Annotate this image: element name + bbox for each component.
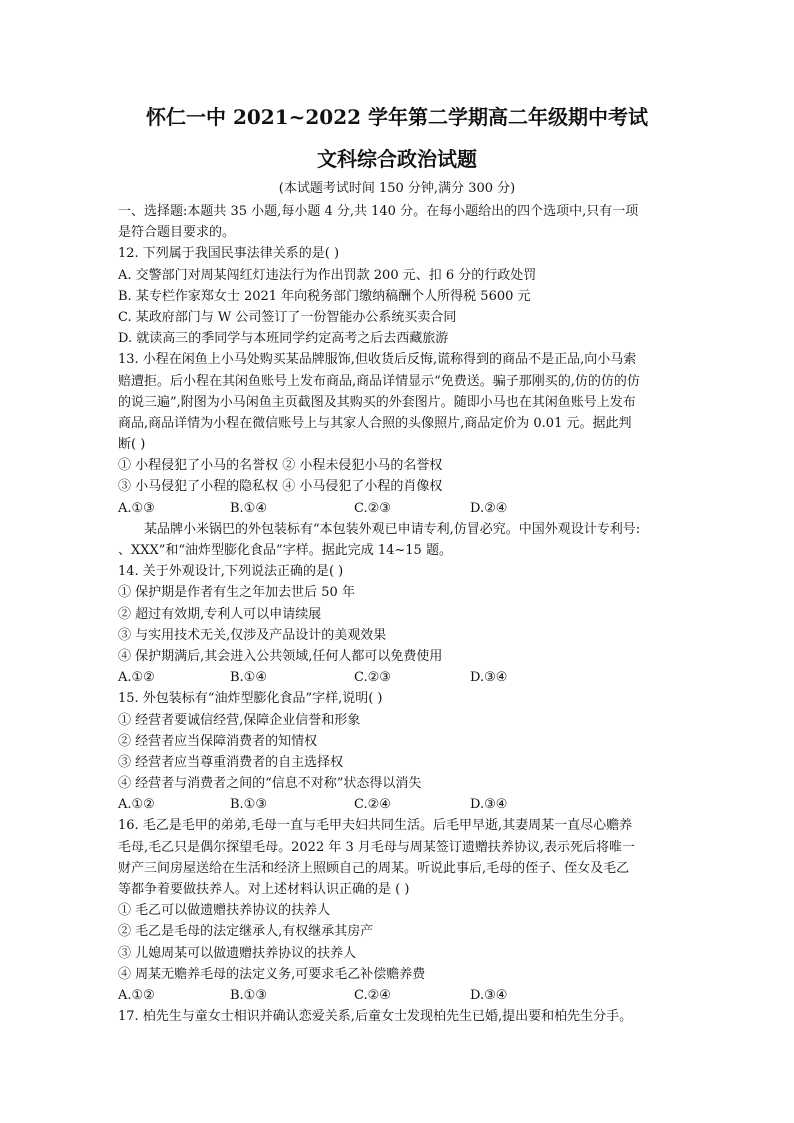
question-13-answer-options: [118, 498, 678, 519]
section-instructions: 一、选择题:本题共 35 小题,每小题 4 分,共 140 分。在每小题给出的四个选项中,只有一项: [118, 204, 639, 219]
question-13-stem: 13. 小程在闲鱼上小马处购买某品牌服饰,但收货后反悔,谎称得到的商品不是正品,向小马索: [118, 352, 637, 368]
question-16-stem-line: 等都争着要做扶养人。对上述材料认识正确的是 ( ): [118, 882, 410, 897]
question-16-stem: 16. 毛乙是毛甲的弟弟,毛母一直与毛甲夫妇共同生活。后毛甲早逝,其妻周某一直尽心赡养: [118, 818, 633, 834]
answer-option-b: B.①④: [230, 500, 267, 516]
answer-option-c: C.②③: [354, 500, 391, 516]
answer-option-a: A.①②: [118, 670, 155, 686]
answer-option-a: A.①②: [118, 987, 155, 1003]
answer-option-c: C.②③: [354, 670, 391, 686]
question-13-statements: ① 小程侵犯了小马的名誉权 ② 小程未侵犯小马的名誉权: [118, 458, 443, 474]
question-14-statement-1: ① 保护期是作者有生之年加去世后 50 年: [118, 585, 355, 601]
question-16-statement-3: ③ 儿媳周某可以做遗赠扶养协议的扶养人: [118, 945, 357, 961]
exam-subject-title: 文科综合政治试题: [317, 147, 477, 171]
answer-option-d: D.③④: [470, 670, 508, 686]
material-text: 某品牌小米锅巴的外包装标有“本包装外观已申请专利,仿冒必究。中国外观设计专利号:: [144, 521, 641, 537]
answer-option-d: D.③④: [470, 987, 508, 1003]
exam-time-note: (本试题考试时间 150 分钟,满分 300 分): [278, 181, 516, 196]
question-12-option-a: A. 交警部门对周某闯红灯违法行为作出罚款 200 元、扣 6 分的行政处罚: [118, 267, 537, 283]
question-14-statement-4: ④ 保护期满后,其会进入公共领域,任何人都可以免费使用: [118, 648, 443, 664]
question-15-stem: 15. 外包装标有“油炸型膨化食品”字样,说明( ): [118, 691, 383, 707]
exam-title: 怀仁一中 2021~2022 学年第二学期高二年级期中考试: [145, 105, 648, 129]
question-16-statement-1: ① 毛乙可以做遗赠扶养协议的扶养人: [118, 903, 331, 919]
answer-option-a: A.①③: [118, 500, 155, 516]
question-16-statement-2: ② 毛乙是毛母的法定继承人,有权继承其房产: [118, 924, 374, 940]
answer-option-d: D.②④: [470, 500, 508, 516]
question-17-stem: 17. 柏先生与童女士相识并确认恋爱关系,后童女士发现柏先生已婚,提出要和柏先生分手。: [118, 1009, 633, 1025]
question-12-option-c: C. 某政府部门与 W 公司签订了一份智能办公系统买卖合同: [118, 309, 457, 325]
answer-option-b: B.①③: [230, 987, 267, 1003]
question-15-statement-1: ① 经营者要诚信经营,保障企业信誉和形象: [118, 712, 361, 728]
question-16-statement-4: ④ 周某无赡养毛母的法定义务,可要求毛乙补偿赡养费: [118, 966, 426, 982]
answer-option-b: B.①③: [230, 797, 267, 813]
answer-option-c: C.②④: [354, 797, 391, 813]
question-15-answer-options: [118, 794, 678, 815]
question-13-stem-line: 断( ): [118, 437, 146, 453]
section-instructions-cont: 是符合题目要求的。: [118, 225, 236, 241]
question-15-statement-4: ④ 经营者与消费者之间的“信息不对称”状态得以消失: [118, 776, 422, 792]
question-13-stem-line: 赔遭拒。后小程在其闲鱼账号上发布商品,商品详情显示“免费送。骗子那刚买的,仿的仿的仿: [118, 373, 640, 389]
question-15-statement-2: ② 经营者应当保障消费者的知情权: [118, 733, 318, 749]
question-16-stem-line: 财产三间房屋送给在生活和经济上照顾自己的周某。听说此事后,毛母的侄子、侄女及毛乙: [118, 860, 630, 876]
exam-body: [118, 201, 678, 1027]
question-12-option-d: D. 就读高三的季同学与本班同学约定高考之后去西藏旅游: [118, 331, 449, 347]
question-14-stem: 14. 关于外观设计,下列说法正确的是( ): [118, 564, 344, 580]
question-13-stem-line: 的说三遍”,附图为小马闲鱼主页截图及其购买的外套图片。随即小马也在其闲鱼账号上发布: [118, 394, 636, 410]
question-14-statement-3: ③ 与实用技术无关,仅涉及产品设计的美观效果: [118, 627, 387, 643]
question-16-answer-options: [118, 985, 678, 1006]
question-14-answer-options: [118, 667, 678, 688]
question-15-statement-3: ③ 经营者应当尊重消费者的自主选择权: [118, 754, 344, 770]
answer-option-a: A.①②: [118, 797, 155, 813]
question-14-statement-2: ② 超过有效期,专利人可以申请续展: [118, 606, 322, 622]
answer-option-c: C.②④: [354, 987, 391, 1003]
question-13-statements: ③ 小马侵犯了小程的隐私权 ④ 小马侵犯了小程的肖像权: [118, 479, 443, 495]
material-text-cont: 、XXX”和“油炸型膨化食品”字样。据此完成 14~15 题。: [118, 543, 452, 558]
question-13-stem-line: 商品,商品详情为小程在微信账号上与其家人合照的头像照片,商品定价为 0.01 元。据此判: [118, 415, 632, 431]
question-12-stem: 12. 下列属于我国民事法律关系的是( ): [118, 246, 340, 262]
answer-option-d: D.③④: [470, 797, 508, 813]
question-16-stem-line: 毛母,毛乙只是偶尔探望毛母。2022 年 3 月毛母与周某签订遗赠扶养协议,表示死后将唯一: [118, 839, 636, 855]
question-12-option-b: B. 某专栏作家郑女士 2021 年向税务部门缴纳稿酬个人所得税 5600 元: [118, 288, 531, 304]
answer-option-b: B.①④: [230, 670, 267, 686]
